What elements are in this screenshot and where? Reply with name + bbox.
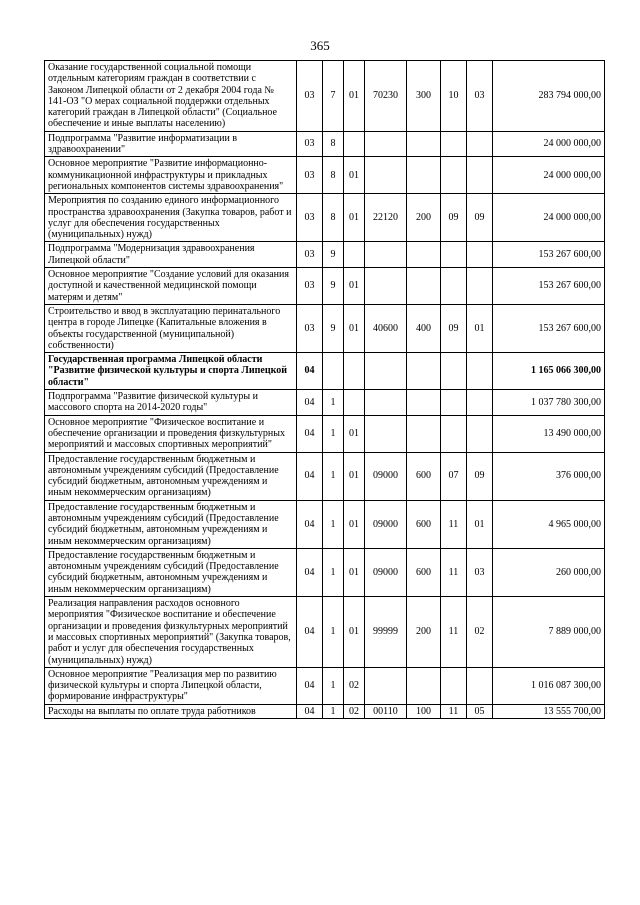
subsection-code: 03 (467, 548, 493, 596)
table-row (45, 597, 605, 668)
section-code: 11 (441, 500, 467, 548)
amount: 153 267 600,00 (493, 304, 605, 352)
program-code: 03 (297, 157, 323, 194)
amount: 13 490 000,00 (493, 415, 605, 452)
amount: 1 037 780 300,00 (493, 390, 605, 416)
section-code: 11 (441, 597, 467, 668)
activity-code: 01 (344, 548, 365, 596)
amount: 13 555 700,00 (493, 704, 605, 718)
subprogram-code: 1 (323, 548, 344, 596)
program-code: 04 (297, 353, 323, 390)
subsection-code (467, 242, 493, 268)
subprogram-code: 1 (323, 390, 344, 416)
row-name: Основное мероприятие "Создание условий для оказания доступной и качественной медицинской помощи матерям и детям" (45, 268, 297, 305)
table-row (45, 61, 605, 132)
direction-code (365, 157, 407, 194)
table-row (45, 704, 605, 718)
subprogram-code: 7 (323, 61, 344, 132)
section-code: 09 (441, 304, 467, 352)
direction-code (365, 242, 407, 268)
table-row (45, 500, 605, 548)
activity-code: 01 (344, 500, 365, 548)
section-code (441, 242, 467, 268)
row-name: Предоставление государственным бюджетным и автономным учреждениям субсидий (Предоставление субсидий бюджетным, автономным учреждениям и иным некоммерческим организациям) (45, 500, 297, 548)
row-name: Оказание государственной социальной помощи отдельным категориям граждан в соответствии с Законом Липецкой области от 2 декабря 2004 года № 141-ОЗ "О мерах социальной поддержки отдельных категорий граждан в Липецкой области" (Социальное обеспечение и иные выплаты населению) (45, 61, 297, 132)
budget-table (44, 60, 605, 719)
subsection-code: 01 (467, 500, 493, 548)
subprogram-code: 1 (323, 415, 344, 452)
subsection-code: 03 (467, 61, 493, 132)
subprogram-code: 1 (323, 597, 344, 668)
direction-code (365, 415, 407, 452)
page-number: 365 (310, 38, 330, 53)
activity-code: 01 (344, 268, 365, 305)
row-name: Расходы на выплаты по оплате труда работников (45, 704, 297, 718)
program-code: 03 (297, 131, 323, 157)
activity-code: 01 (344, 452, 365, 500)
section-code: 09 (441, 194, 467, 242)
activity-code (344, 390, 365, 416)
program-code: 04 (297, 667, 323, 704)
subsection-code (467, 131, 493, 157)
section-code (441, 415, 467, 452)
subprogram-code: 1 (323, 667, 344, 704)
subsection-code: 02 (467, 597, 493, 668)
row-name: Подпрограмма "Модернизация здравоохранения Липецкой области" (45, 242, 297, 268)
table-row (45, 131, 605, 157)
expense-type-code: 200 (407, 597, 441, 668)
program-code: 04 (297, 597, 323, 668)
amount: 153 267 600,00 (493, 268, 605, 305)
program-code: 04 (297, 390, 323, 416)
activity-code (344, 242, 365, 268)
direction-code: 22120 (365, 194, 407, 242)
activity-code: 01 (344, 61, 365, 132)
section-code (441, 667, 467, 704)
program-code: 03 (297, 194, 323, 242)
expense-type-code (407, 390, 441, 416)
expense-type-code: 200 (407, 194, 441, 242)
direction-code (365, 131, 407, 157)
amount: 24 000 000,00 (493, 131, 605, 157)
expense-type-code: 600 (407, 500, 441, 548)
section-code (441, 390, 467, 416)
activity-code: 01 (344, 304, 365, 352)
expense-type-code: 600 (407, 452, 441, 500)
activity-code: 01 (344, 415, 365, 452)
expense-type-code: 600 (407, 548, 441, 596)
activity-code: 02 (344, 704, 365, 718)
row-name: Подпрограмма "Развитие информатизации в здравоохранении" (45, 131, 297, 157)
activity-code (344, 131, 365, 157)
expense-type-code (407, 242, 441, 268)
program-code: 04 (297, 415, 323, 452)
expense-type-code (407, 131, 441, 157)
activity-code (344, 353, 365, 390)
row-name: Подпрограмма "Развитие физической культуры и массового спорта на 2014-2020 годы" (45, 390, 297, 416)
subsection-code (467, 157, 493, 194)
program-code: 03 (297, 268, 323, 305)
amount: 283 794 000,00 (493, 61, 605, 132)
amount: 24 000 000,00 (493, 194, 605, 242)
table-row (45, 242, 605, 268)
expense-type-code (407, 353, 441, 390)
expense-type-code: 400 (407, 304, 441, 352)
program-code: 03 (297, 61, 323, 132)
program-code: 04 (297, 548, 323, 596)
amount: 1 165 066 300,00 (493, 353, 605, 390)
direction-code: 09000 (365, 452, 407, 500)
row-name: Предоставление государственным бюджетным и автономным учреждениям субсидий (Предоставление субсидий бюджетным, автономным учреждениям и иным некоммерческим организациям) (45, 452, 297, 500)
activity-code: 02 (344, 667, 365, 704)
subsection-code: 05 (467, 704, 493, 718)
amount: 1 016 087 300,00 (493, 667, 605, 704)
direction-code: 09000 (365, 500, 407, 548)
activity-code: 01 (344, 194, 365, 242)
direction-code: 09000 (365, 548, 407, 596)
amount: 260 000,00 (493, 548, 605, 596)
row-name: Основное мероприятие "Реализация мер по развитию физической культуры и спорта Липецкой области, формирование инфраструктуры" (45, 667, 297, 704)
subprogram-code: 9 (323, 268, 344, 305)
row-name: Мероприятия по созданию единого информационного пространства здравоохранения (Закупка товаров, работ и услуг для обеспечения государственных (муниципальных) нужд) (45, 194, 297, 242)
amount: 7 889 000,00 (493, 597, 605, 668)
table-row (45, 304, 605, 352)
amount: 4 965 000,00 (493, 500, 605, 548)
section-code (441, 157, 467, 194)
section-code: 11 (441, 704, 467, 718)
expense-type-code (407, 268, 441, 305)
subsection-code: 09 (467, 194, 493, 242)
row-name: Реализация направления расходов основного мероприятия "Физическое воспитание и обеспечение организации и проведения физкультурных мероприятий и массовых спортивных мероприятий" (Закупка товаров, работ и услуг для обеспечения государственных (муниципальных) нужд) (45, 597, 297, 668)
row-name: Государственная программа Липецкой области "Развитие физической культуры и спорта Липецкой области" (45, 353, 297, 390)
amount: 24 000 000,00 (493, 157, 605, 194)
section-code: 07 (441, 452, 467, 500)
direction-code (365, 353, 407, 390)
table-row (45, 194, 605, 242)
direction-code (365, 390, 407, 416)
row-name: Предоставление государственным бюджетным и автономным учреждениям субсидий (Предоставление субсидий бюджетным, автономным учреждениям и иным некоммерческим организациям) (45, 548, 297, 596)
direction-code: 40600 (365, 304, 407, 352)
subsection-code (467, 415, 493, 452)
direction-code (365, 268, 407, 305)
subprogram-code: 1 (323, 500, 344, 548)
section-code (441, 268, 467, 305)
row-name: Основное мероприятие "Развитие информационно-коммуникационной инфраструктуры и прикладных региональных компонентов системы здравоохранения" (45, 157, 297, 194)
table-row (45, 452, 605, 500)
section-code: 11 (441, 548, 467, 596)
section-code: 10 (441, 61, 467, 132)
program-code: 04 (297, 452, 323, 500)
table-row (45, 157, 605, 194)
direction-code: 99999 (365, 597, 407, 668)
expense-type-code: 100 (407, 704, 441, 718)
expense-type-code: 300 (407, 61, 441, 132)
subprogram-code: 8 (323, 157, 344, 194)
amount: 376 000,00 (493, 452, 605, 500)
subprogram-code: 8 (323, 194, 344, 242)
expense-type-code (407, 667, 441, 704)
table-row (45, 353, 605, 390)
subprogram-code: 8 (323, 131, 344, 157)
direction-code (365, 667, 407, 704)
table-row (45, 268, 605, 305)
table-row (45, 415, 605, 452)
subprogram-code: 1 (323, 452, 344, 500)
section-code (441, 131, 467, 157)
subsection-code (467, 353, 493, 390)
program-code: 04 (297, 704, 323, 718)
subprogram-code (323, 353, 344, 390)
subsection-code: 01 (467, 304, 493, 352)
subsection-code: 09 (467, 452, 493, 500)
program-code: 03 (297, 304, 323, 352)
program-code: 04 (297, 500, 323, 548)
subsection-code (467, 268, 493, 305)
table-row (45, 548, 605, 596)
row-name: Основное мероприятие "Физическое воспитание и обеспечение организации и проведения физкультурных мероприятий и массовых спортивных мероприятий" (45, 415, 297, 452)
table-row (45, 667, 605, 704)
subprogram-code: 9 (323, 304, 344, 352)
activity-code: 01 (344, 597, 365, 668)
subsection-code (467, 667, 493, 704)
expense-type-code (407, 415, 441, 452)
direction-code: 00110 (365, 704, 407, 718)
table-row (45, 390, 605, 416)
expense-type-code (407, 157, 441, 194)
subsection-code (467, 390, 493, 416)
activity-code: 01 (344, 157, 365, 194)
section-code (441, 353, 467, 390)
direction-code: 70230 (365, 61, 407, 132)
table-body (45, 61, 605, 719)
subprogram-code: 1 (323, 704, 344, 718)
row-name: Строительство и ввод в эксплуатацию перинатального центра в городе Липецке (Капитальные вложения в объекты государственной (муниципальной) собственности) (45, 304, 297, 352)
program-code: 03 (297, 242, 323, 268)
subprogram-code: 9 (323, 242, 344, 268)
amount: 153 267 600,00 (493, 242, 605, 268)
